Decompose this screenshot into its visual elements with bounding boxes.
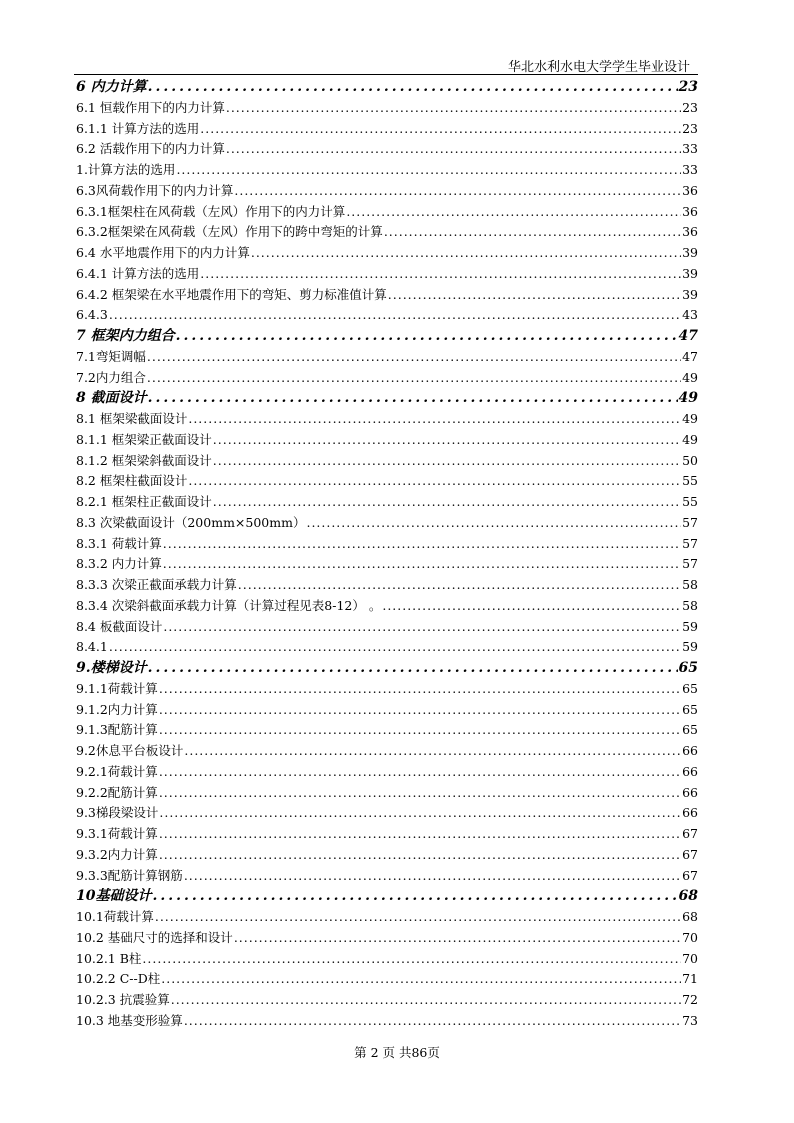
toc-entry-title: 9.1.3配筋计算 <box>76 722 158 738</box>
page-footer: 第 2 页 共86页 <box>354 1045 440 1060</box>
toc-leader-dots <box>251 243 681 264</box>
toc-leader-dots <box>346 202 681 223</box>
toc-entry-page: 72 <box>682 992 698 1007</box>
toc-entry-page: 70 <box>682 950 698 966</box>
toc-leader-dots <box>163 554 681 575</box>
toc-entry-title: 10.2.2 C--D柱 <box>76 971 161 987</box>
toc-leader-dots <box>188 471 681 492</box>
toc-entry[interactable] <box>76 492 698 513</box>
toc-chapter-entry[interactable] <box>76 77 698 98</box>
toc-chapter-entry[interactable] <box>76 388 698 409</box>
toc-leader-dots <box>226 98 681 119</box>
toc-leader-dots <box>147 347 681 368</box>
toc-leader-dots <box>184 1011 681 1032</box>
toc-entry-title: 6.3.1框架柱在风荷载（左风）作用下的内力计算 <box>76 203 346 219</box>
toc-entry-page: 67 <box>682 826 698 841</box>
toc-entry-page: 57 <box>682 556 698 572</box>
toc-entry-title: 8.4.1 <box>76 639 108 655</box>
toc-entry[interactable] <box>76 907 698 928</box>
toc-entry[interactable] <box>76 139 698 160</box>
toc-entry-page: 33 <box>682 162 698 177</box>
toc-entry-page: 73 <box>682 1012 698 1028</box>
toc-entry-page: 47 <box>682 348 698 364</box>
toc-entry-page: 58 <box>682 597 698 613</box>
toc-leader-dots <box>200 264 681 285</box>
toc-entry-page: 70 <box>682 929 698 945</box>
toc-leader-dots <box>384 222 681 243</box>
toc-entry[interactable] <box>76 222 698 243</box>
toc-entry[interactable] <box>76 617 698 638</box>
toc-entry[interactable] <box>76 949 698 970</box>
toc-entry-title: 6.3.2框架梁在风荷载（左风）作用下的跨中弯矩的计算 <box>76 224 383 240</box>
toc-entry-title: 10基础设计 <box>76 888 152 905</box>
toc-entry-page: 49 <box>682 411 698 426</box>
toc-entry-page: 39 <box>682 245 698 260</box>
toc-entry-title: 8.3.1 荷载计算 <box>76 535 162 551</box>
toc-entry-title: 9.3.1荷载计算 <box>76 826 158 841</box>
toc-entry-title: 10.2.1 B柱 <box>76 950 142 966</box>
toc-entry-page: 59 <box>682 639 698 655</box>
toc-entry[interactable] <box>76 119 698 140</box>
toc-leader-dots <box>161 969 681 990</box>
toc-entry-title: 9.2.2配筋计算 <box>76 784 158 800</box>
toc-entry[interactable] <box>76 700 698 721</box>
toc-entry[interactable] <box>76 305 698 326</box>
toc-entry-title: 9.3.2内力计算 <box>76 846 158 862</box>
toc-entry-title: 10.2 基础尺寸的选择和设计 <box>76 929 233 945</box>
toc-entry-title: 9.2休息平台板设计 <box>76 743 184 758</box>
toc-entry[interactable] <box>76 990 698 1011</box>
toc-entry[interactable] <box>76 243 698 264</box>
toc-leader-dots <box>213 492 681 513</box>
toc-entry-page: 23 <box>682 99 698 115</box>
toc-entry-title: 8.1.2 框架梁斜截面设计 <box>76 452 212 468</box>
toc-entry[interactable] <box>76 824 698 845</box>
toc-leader-dots <box>213 430 681 451</box>
toc-entry-title: 10.3 地基变形验算 <box>76 1012 183 1028</box>
toc-leader-dots <box>176 326 678 347</box>
toc-entry-title: 8.3 次梁截面设计（200mm×500mm） <box>76 514 306 530</box>
toc-entry-title: 8.3.4 次梁斜截面承载力计算（计算过程见表8-12） 。 <box>76 597 382 613</box>
toc-entry[interactable] <box>76 741 698 762</box>
toc-entry[interactable] <box>76 409 698 430</box>
toc-entry-page: 65 <box>682 701 698 717</box>
toc-entry[interactable] <box>76 969 698 990</box>
toc-entry-page: 65 <box>682 680 698 696</box>
toc-entry-title: 1.计算方法的选用 <box>76 162 176 177</box>
toc-leader-dots <box>234 928 681 949</box>
toc-entry-title: 8.3.3 次梁正截面承载力计算 <box>76 577 237 592</box>
toc-entry-title: 6.4.1 计算方法的选用 <box>76 265 200 281</box>
toc-entry-page: 65 <box>678 660 698 676</box>
toc-entry-page: 65 <box>682 722 698 738</box>
toc-entry-page: 59 <box>682 618 698 634</box>
toc-entry-title: 9.3.3配筋计算钢筋 <box>76 867 183 883</box>
toc-entry-page: 57 <box>682 535 698 551</box>
toc-entry-title: 6.3风荷载作用下的内力计算 <box>76 182 234 198</box>
toc-entry[interactable] <box>76 575 698 596</box>
toc-entry-page: 43 <box>682 307 698 323</box>
toc-entry-page: 66 <box>682 784 698 800</box>
toc-chapter-entry[interactable] <box>76 326 698 347</box>
toc-entry[interactable] <box>76 430 698 451</box>
toc-entry-title: 6.4.2 框架梁在水平地震作用下的弯矩、剪力标准值计算 <box>76 286 387 302</box>
toc-entry-title: 8.1.1 框架梁正截面设计 <box>76 431 212 447</box>
toc-entry-page: 49 <box>678 390 698 407</box>
toc-entry[interactable] <box>76 679 698 700</box>
toc-leader-dots <box>163 617 681 638</box>
toc-entry-title: 7.1弯矩调幅 <box>76 348 146 364</box>
toc-chapter-entry[interactable] <box>76 886 698 907</box>
toc-entry[interactable] <box>76 513 698 534</box>
toc-entry-page: 55 <box>682 473 698 489</box>
toc-entry-page: 36 <box>682 224 698 240</box>
toc-leader-dots <box>148 77 678 98</box>
toc-entry[interactable] <box>76 285 698 306</box>
toc-entry-title: 9.楼梯设计 <box>76 660 147 676</box>
toc-entry-page: 68 <box>682 909 698 924</box>
toc-entry[interactable] <box>76 762 698 783</box>
toc-entry-page: 50 <box>682 452 698 468</box>
header-title: 华北水利水电大学学生毕业设计 <box>507 60 690 75</box>
toc-leader-dots <box>159 845 681 866</box>
toc-entry-page: 68 <box>678 888 698 905</box>
toc-entry[interactable] <box>76 866 698 887</box>
toc-entry[interactable] <box>76 845 698 866</box>
toc-entry-title: 9.2.1荷载计算 <box>76 763 158 779</box>
toc-entry[interactable] <box>76 637 698 658</box>
toc-leader-dots <box>200 119 681 140</box>
toc-leader-dots <box>234 181 681 202</box>
toc-entry[interactable] <box>76 1011 698 1032</box>
toc-entry-page: 33 <box>682 141 698 157</box>
toc-entry-page: 66 <box>682 743 698 758</box>
toc-leader-dots <box>306 513 681 534</box>
toc-entry-title: 6.4.3 <box>76 307 108 323</box>
toc-leader-dots <box>148 388 678 409</box>
toc-entry[interactable] <box>76 181 698 202</box>
toc-entry-page: 58 <box>682 577 698 592</box>
toc-entry[interactable] <box>76 98 698 119</box>
toc-entry-title: 10.2.3 抗震验算 <box>76 992 170 1007</box>
toc-leader-dots <box>184 866 681 887</box>
toc-leader-dots <box>147 368 681 389</box>
toc-leader-dots <box>171 990 681 1011</box>
toc-leader-dots <box>159 803 681 824</box>
toc-chapter-entry[interactable] <box>76 658 698 679</box>
toc-leader-dots <box>388 285 681 306</box>
toc-entry-title: 7.2内力组合 <box>76 369 146 385</box>
toc-entry-page: 49 <box>682 369 698 385</box>
toc-entry-page: 39 <box>682 286 698 302</box>
toc-entry[interactable] <box>76 803 698 824</box>
toc-leader-dots <box>142 949 681 970</box>
toc-entry-page: 55 <box>682 494 698 509</box>
toc-entry-page: 23 <box>678 79 698 95</box>
toc-entry-page: 36 <box>682 182 698 198</box>
toc-entry-title: 8.3.2 内力计算 <box>76 556 162 572</box>
toc-entry-title: 9.1.1荷载计算 <box>76 680 158 696</box>
toc-entry-page: 23 <box>682 120 698 136</box>
toc-leader-dots <box>155 907 681 928</box>
toc-entry-title: 8.1 框架梁截面设计 <box>76 411 188 426</box>
toc-entry-page: 39 <box>682 265 698 281</box>
toc-leader-dots <box>382 596 681 617</box>
toc-entry[interactable] <box>76 783 698 804</box>
toc-entry-page: 47 <box>678 328 698 344</box>
toc-entry[interactable] <box>76 160 698 181</box>
toc-entry-page: 67 <box>682 867 698 883</box>
toc-entry-title: 8.4 板截面设计 <box>76 618 163 634</box>
toc-leader-dots <box>159 783 681 804</box>
toc-leader-dots <box>159 762 681 783</box>
page-header <box>74 54 698 75</box>
toc-entry[interactable] <box>76 471 698 492</box>
toc-entry-title: 9.3梯段梁设计 <box>76 805 159 821</box>
toc-entry[interactable] <box>76 451 698 472</box>
toc-leader-dots <box>226 139 681 160</box>
toc-entry-title: 7 框架内力组合 <box>76 328 175 344</box>
table-of-contents <box>76 77 698 1032</box>
toc-entry[interactable] <box>76 264 698 285</box>
toc-leader-dots <box>109 305 681 326</box>
toc-entry-page: 66 <box>682 805 698 821</box>
toc-leader-dots <box>159 824 681 845</box>
toc-leader-dots <box>159 679 681 700</box>
toc-entry[interactable] <box>76 202 698 223</box>
toc-entry-title: 6.1 恒载作用下的内力计算 <box>76 99 225 115</box>
toc-entry-page: 71 <box>682 971 698 987</box>
toc-entry-title: 8.2.1 框架柱正截面设计 <box>76 494 212 509</box>
toc-entry-page: 49 <box>682 431 698 447</box>
toc-entry-title: 10.1荷载计算 <box>76 909 154 924</box>
toc-leader-dots <box>109 637 681 658</box>
toc-entry-title: 6.2 活载作用下的内力计算 <box>76 141 225 157</box>
toc-entry-title: 8.2 框架柱截面设计 <box>76 473 188 489</box>
toc-leader-dots <box>148 658 678 679</box>
toc-entry[interactable] <box>76 720 698 741</box>
toc-leader-dots <box>159 720 681 741</box>
toc-entry-page: 67 <box>682 846 698 862</box>
toc-entry[interactable] <box>76 534 698 555</box>
toc-entry-page: 66 <box>682 763 698 779</box>
toc-leader-dots <box>159 700 681 721</box>
toc-leader-dots <box>213 451 681 472</box>
toc-entry-title: 6 内力计算 <box>76 79 147 95</box>
toc-entry-page: 36 <box>682 203 698 219</box>
toc-leader-dots <box>176 160 681 181</box>
toc-leader-dots <box>238 575 681 596</box>
toc-entry-title: 6.1.1 计算方法的选用 <box>76 120 200 136</box>
toc-entry[interactable] <box>76 368 698 389</box>
toc-leader-dots <box>163 534 681 555</box>
toc-leader-dots <box>152 886 677 907</box>
toc-entry-page: 57 <box>682 514 698 530</box>
toc-leader-dots <box>184 741 681 762</box>
toc-entry[interactable] <box>76 596 698 617</box>
toc-entry[interactable] <box>76 928 698 949</box>
toc-entry-title: 8 截面设计 <box>76 390 147 407</box>
toc-entry-title: 6.4 水平地震作用下的内力计算 <box>76 245 250 260</box>
toc-entry-title: 9.1.2内力计算 <box>76 701 158 717</box>
toc-entry[interactable] <box>76 554 698 575</box>
toc-leader-dots <box>188 409 681 430</box>
toc-entry[interactable] <box>76 347 698 368</box>
